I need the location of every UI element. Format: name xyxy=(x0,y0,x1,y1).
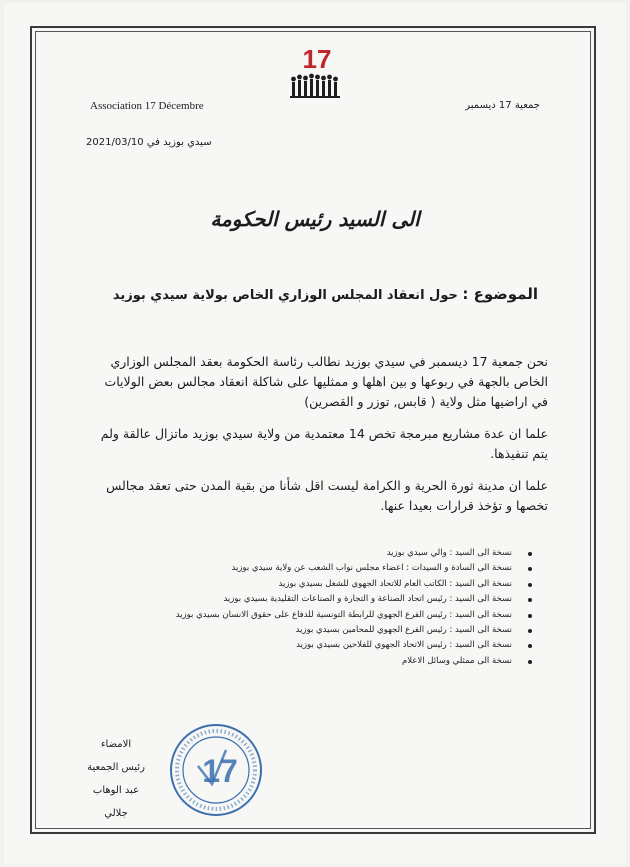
body-paragraph: علما ان عدة مشاريع مبرمجة تخص 14 معتمدية من ولاية سيدي بوزيد ماتزال عالقة ولم يتم تنفيذها. xyxy=(100,426,548,461)
signature-label: الامضاء xyxy=(100,739,132,750)
signature-role: رئيس الجمعية xyxy=(87,762,145,773)
copy-recipient: نسخة الى السيد : رئيس الاتحاد الجهوي للفلاحين بسيدي بوزيد xyxy=(296,640,512,651)
signature-name: عبد الوهاب جلالي xyxy=(92,785,140,819)
subject-line xyxy=(113,285,538,303)
copy-recipient: نسخة الى السيد : رئيس اتحاد الصناعة و التجارة و الصناعات التقليدية بسيدي بوزيد xyxy=(223,594,512,605)
list-item xyxy=(112,623,532,638)
subject-text: حول انعقاد المجلس الوزاري الخاص بولاية سيدي بوزيد xyxy=(112,288,458,303)
logo-number: 17 xyxy=(302,44,332,74)
bullet-icon xyxy=(528,614,532,618)
list-item xyxy=(112,592,532,607)
association-logo xyxy=(286,42,346,106)
header-name-latin: Association 17 Décembre xyxy=(90,100,204,112)
header-name-arabic: جمعية 17 ديسمبر xyxy=(465,100,540,111)
bullet-icon xyxy=(528,660,532,664)
stamp-number: 17 xyxy=(202,753,238,789)
bullet-icon xyxy=(528,567,532,571)
bullet-icon xyxy=(528,644,532,648)
list-item xyxy=(112,577,532,592)
copy-recipient: نسخة الى السيد : رئيس الفرع الجهوي للمحامين بسيدي بوزيد xyxy=(295,625,512,636)
list-item xyxy=(112,561,532,576)
official-stamp xyxy=(168,722,264,818)
body-paragraph: نحن جمعية 17 ديسمبر في سيدي بوزيد نطالب رئاسة الحكومة بعقد المجلس الوزاري الخاص بالجهة في ربوعها و بين اهلها و ممثليها على شاكلة انعقاد مجالس بعض الولايات في اراضيها مثل ولاية ( قابس, توزر و القصرين) xyxy=(104,354,548,409)
copies-list xyxy=(112,546,532,669)
body-paragraph: علما ان مدينة ثورة الحرية و الكرامة ليست اقل شأنا من بقية المدن حتى تعقد مجالس تخصها و تؤخذ قرارات بعيدا عنها. xyxy=(106,478,548,513)
copy-recipient: نسخة الى ممثلي وسائل الاعلام xyxy=(401,655,512,666)
signature-block xyxy=(84,733,148,825)
bullet-icon xyxy=(528,552,532,556)
copy-recipient: نسخة الى السيد : الكاتب العام للاتحاد الجهوي للشغل بسيدي بوزيد xyxy=(278,578,512,589)
addressee-title: الى السيد رئيس الحكومة xyxy=(210,207,420,231)
bullet-icon xyxy=(528,598,532,602)
copy-recipient: نسخة الى السيد : والي سيدي بوزيد xyxy=(386,548,512,558)
subject-label: الموضوع : xyxy=(462,285,538,303)
letter-body xyxy=(86,352,548,528)
place-date: سيدي بوزيد في 2021/03/10 xyxy=(86,137,212,148)
list-item xyxy=(112,608,532,623)
copy-recipient: نسخة الى السيد : رئيس الفرع الجهوي للرابطة التونسية للدفاع على حقوق الانسان بسيدي بوزيد xyxy=(175,609,512,620)
list-item xyxy=(112,654,532,669)
list-item xyxy=(112,546,532,561)
bullet-icon xyxy=(528,629,532,633)
list-item xyxy=(112,638,532,653)
bullet-icon xyxy=(528,583,532,587)
copy-recipient: نسخة الى السادة و السيدات : اعضاء مجلس نواب الشعب عن ولاية سيدي بوزيد xyxy=(231,563,512,574)
